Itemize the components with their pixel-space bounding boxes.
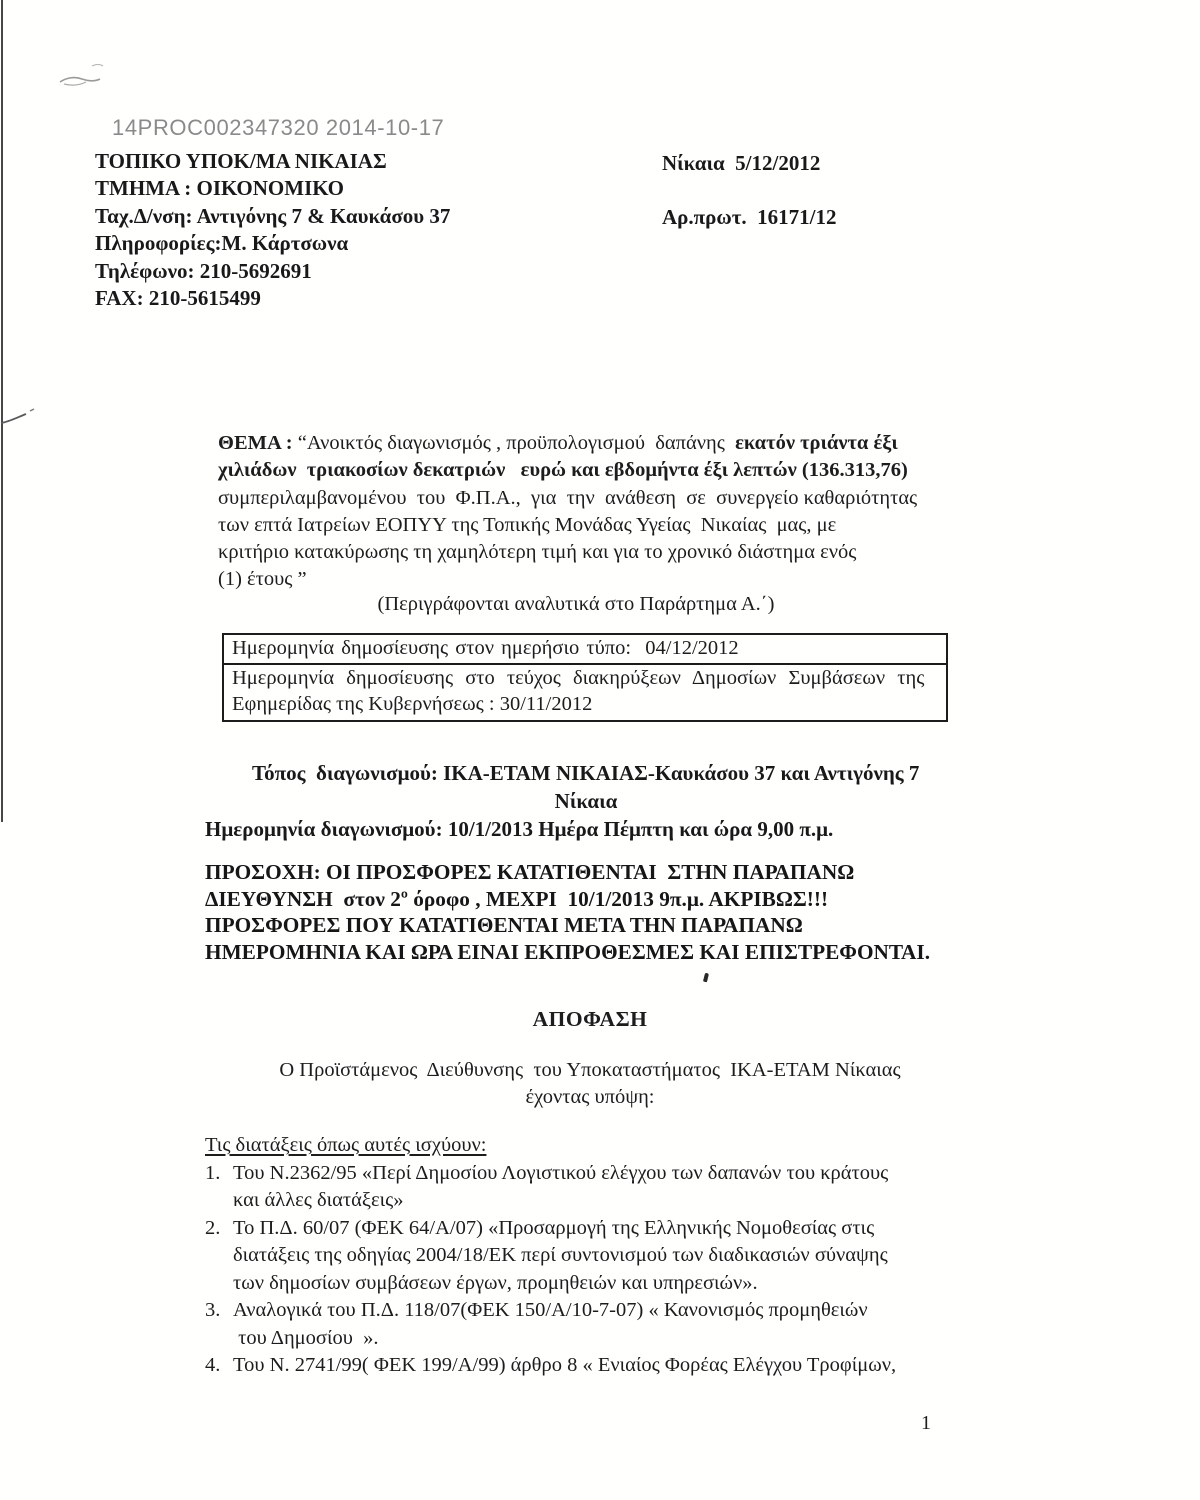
page-number: 1	[921, 1412, 931, 1434]
sender-address-line: ΤΟΠΙΚΟ ΥΠΟΚ/ΜΑ ΝΙΚΑΙΑΣ	[95, 149, 387, 173]
pen-mark-icon	[56, 58, 116, 94]
provision-line: διατάξεις της οδηγίας 2004/18/ΕΚ περί συντονισμού των διαδικασιών σύναψης	[233, 1244, 888, 1266]
attention-line: ΠΡΟΣΦΟΡΕΣ ΠΟΥ ΚΑΤΑΤΙΘΕΝΤΑΙ ΜΕΤΑ ΤΗΝ ΠΑΡΑΠΑΝΩ	[205, 913, 803, 938]
subject-text: κριτήριο κατακύρωσης τη χαμηλότερη τιμή και για το χρονικό διάστημα ενός	[218, 541, 857, 564]
sender-address-line: FAX: 210-5615499	[95, 286, 261, 311]
sender-address-line: ΤΜΗΜΑ : ΟΙΚΟΝΟΜΙΚΟ	[95, 176, 345, 201]
subject-note: (Περιγράφονται αναλυτικά στο Παράρτημα Α.΄)	[377, 593, 775, 615]
sender-address-line: Πληροφορίες:Μ. Κάρτσωνα	[95, 231, 349, 256]
margin-pen-mark-icon	[0, 402, 40, 432]
decision-considering-line: έχοντας υπόψη:	[525, 1086, 655, 1108]
subject-line	[218, 457, 934, 484]
protocol-number: Αρ.πρωτ. 16171/12	[662, 205, 837, 229]
provisions-heading: Τις διατάξεις όπως αυτές ισχύουν:	[205, 1134, 487, 1156]
tender-venue-block	[205, 759, 967, 843]
subject-bold-text: χιλιάδων τριακοσίων δεκατριών ευρώ και εβδομήντα έξι λεπτών (136.313,76)	[218, 459, 908, 482]
publication-row-gazette	[224, 665, 946, 720]
subject-text: (1) έτους ”	[218, 568, 307, 591]
publication-gazette-line: Ημερομηνία δημοσίευσης στο τεύχος διακηρύξεων Δημοσίων Συμβάσεων της	[232, 667, 925, 689]
provision-item	[205, 1352, 973, 1380]
provision-line: του Δημοσίου ».	[233, 1326, 379, 1349]
subject-line	[218, 512, 934, 539]
decision-section	[150, 1006, 1030, 1111]
provision-number: 2.	[205, 1216, 221, 1239]
tender-date-line: Ημερομηνία διαγωνισμού: 10/1/2013 Ημέρα Πέμπτη και ώρα 9,00 π.μ.	[205, 817, 834, 841]
sender-address-block	[95, 148, 450, 312]
publication-gazette-line: Εφημερίδας της Κυβερνήσεως : 30/11/2012	[232, 692, 593, 715]
provisions-list	[205, 1160, 973, 1380]
subject-line	[218, 485, 934, 512]
decision-title: ΑΠΟΦΑΣΗ	[532, 1007, 648, 1031]
subject-line	[218, 539, 934, 566]
provision-line: Αναλογικά του Π.Δ. 118/07(ΦΕΚ 150/Α/10-7-07) « Κανονισμός προμηθειών	[233, 1299, 868, 1321]
provision-item	[205, 1215, 973, 1298]
provision-line: Το Π.Δ. 60/07 (ΦΕΚ 64/Α/07) «Προσαρμογή της Ελληνικής Νομοθεσίας στις	[233, 1216, 875, 1239]
provision-number: 3.	[205, 1299, 221, 1321]
subject-line	[218, 430, 934, 457]
subject-text: “Ανοικτός διαγωνισμός , προϋπολογισμού δαπάνης	[297, 432, 736, 454]
city-date: Νίκαια 5/12/2012	[662, 151, 821, 175]
provision-item	[205, 1160, 973, 1215]
subject-line	[218, 566, 934, 593]
provision-number: 4.	[205, 1354, 221, 1376]
provision-item	[205, 1297, 973, 1352]
stray-ink-mark	[703, 973, 709, 983]
attention-line: ΔΙΕΥΘΥΝΣΗ στον 2º όροφο , ΜΕΧΡΙ 10/1/2013 9π.μ. ΑΚΡΙΒΩΣ!!!	[205, 886, 829, 911]
subject-bold-text: εκατόν τριάντα έξι	[735, 432, 898, 454]
provisions-section	[205, 1132, 973, 1380]
registry-watermark: 14PROC002347320 2014-10-17	[112, 115, 445, 140]
sender-address-line: Τηλέφωνο: 210-5692691	[95, 258, 312, 283]
provision-line: και άλλες διατάξεις»	[233, 1189, 404, 1211]
subject-text: των επτά Ιατρείων ΕΟΠΥΥ της Τοπικής Μονάδας Υγείας Νικαίας μας, με	[218, 513, 837, 536]
attention-line: ΠΡΟΣΟΧΗ: ΟΙ ΠΡΟΣΦΟΡΕΣ ΚΑΤΑΤΙΘΕΝΤΑΙ ΣΤΗΝ ΠΑΡΑΠΑΝΩ	[205, 860, 855, 884]
tender-venue-line: Τόπος διαγωνισμού: ΙΚΑ-ΕΤΑΜ ΝΙΚΑΙΑΣ-Καυκάσου 37 και Αντιγόνης 7	[252, 761, 920, 785]
provision-line: Του Ν. 2741/99( ΦΕΚ 199/Α/99) άρθρο 8 « Ενιαίος Φορέας Ελέγχου Τροφίμων,	[233, 1354, 897, 1376]
subject-bold-text: ΘΕΜΑ :	[218, 432, 298, 454]
date-protocol-block	[662, 150, 837, 231]
sender-address-line: Ταχ.Δ/νση: Αντιγόνης 7 & Καυκάσου 37	[95, 203, 451, 228]
subject-text: συμπεριλαμβανομένου του Φ.Π.Α., για την ανάθεση σε συνεργείο καθαριότητας	[218, 486, 918, 509]
subject-paragraph	[218, 430, 934, 594]
attention-line: ΗΜΕΡΟΜΗΝΙΑ ΚΑΙ ΩΡΑ ΕΙΝΑΙ ΕΚΠΡΟΘΕΣΜΕΣ ΚΑΙ ΕΠΙΣΤΡΕΦΟΝΤΑΙ.	[205, 939, 931, 964]
tender-city-line: Νίκαια	[554, 789, 618, 813]
publication-dates-table	[222, 633, 948, 722]
decision-author-line: Ο Προϊστάμενος Διεύθυνσης του Υποκαταστήματος ΙΚΑ-ΕΤΑΜ Νίκαιας	[279, 1059, 901, 1081]
provision-line: των δημοσίων συμβάσεων έργων, προμηθειών και υπηρεσιών».	[233, 1271, 758, 1294]
provision-number: 1.	[205, 1161, 221, 1184]
publication-row-press: Ημερομηνία δημοσίευσης στον ημερήσιο τύπο: 04/12/2012	[224, 635, 946, 665]
provision-line: Του Ν.2362/95 «Περί Δημοσίου Λογιστικού ελέγχου των δαπανών του κράτους	[233, 1161, 889, 1184]
attention-notice	[205, 859, 1005, 965]
